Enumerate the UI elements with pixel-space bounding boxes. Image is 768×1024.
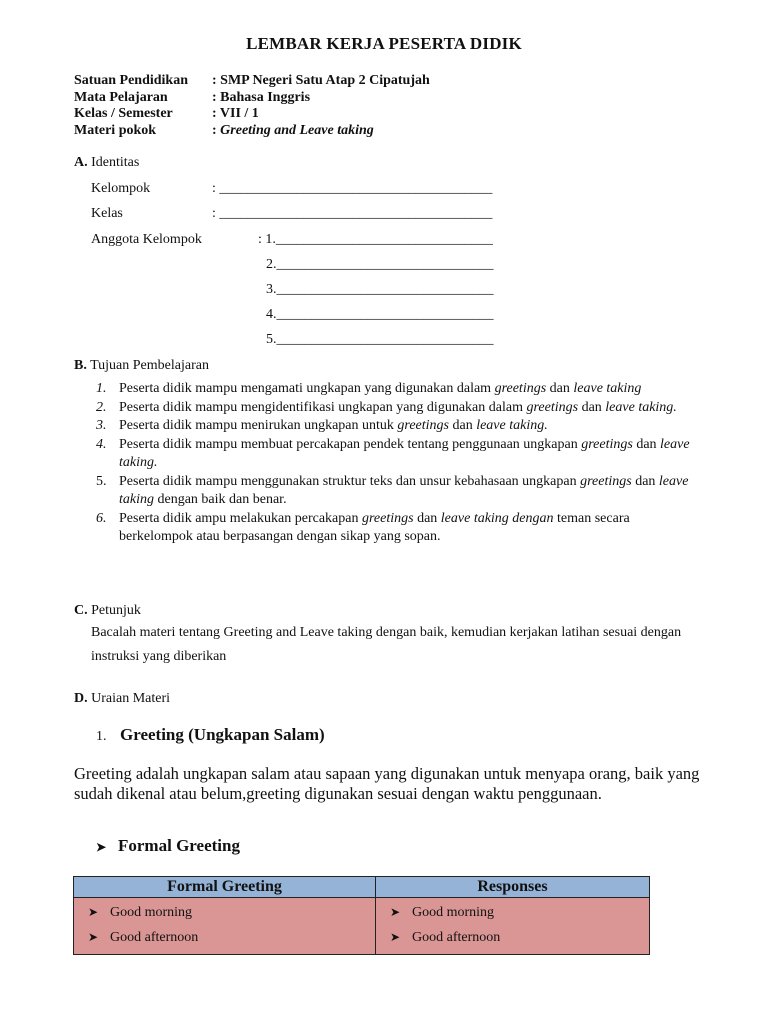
- section-letter: B.: [74, 358, 87, 373]
- arrow-bullet-icon: ➤: [390, 930, 401, 944]
- goal-text-segment: dan: [448, 418, 477, 433]
- subheading-number: 1.: [96, 729, 107, 744]
- info-label: Materi pokok: [74, 123, 157, 138]
- goal-text-segment: greetings: [397, 418, 449, 433]
- section-title: Petunjuk: [91, 603, 141, 618]
- info-row-satuan: [74, 72, 430, 89]
- formal-greeting-label: Formal Greeting: [118, 836, 240, 855]
- info-label: Satuan Pendidikan: [74, 73, 188, 88]
- goal-text-segment: dan: [632, 436, 661, 452]
- goal-number: 2.: [96, 399, 107, 415]
- anggota-field-2[interactable]: 2._______________________________: [266, 257, 494, 272]
- petunjuk-text: Bacalah materi tentang Greeting and Leave taking dengan baik, kemudian kerjakan latihan sesuai dengan instruksi yang diberikan: [91, 625, 682, 664]
- list-item-text: Good morning: [412, 905, 495, 920]
- anggota-field-1[interactable]: : 1._______________________________: [258, 232, 493, 247]
- list-item-text: Good morning: [110, 905, 193, 920]
- goal-item: [96, 380, 696, 399]
- info-value: : VII / 1: [212, 106, 259, 121]
- anggota-label: Anggota Kelompok: [91, 232, 202, 247]
- goal-text-segment: Peserta didik mampu menirukan ungkapan untuk: [119, 418, 398, 433]
- goal-item: [96, 473, 696, 510]
- goal-number: 4.: [96, 436, 107, 452]
- goal-text-segment: leave taking: [119, 473, 689, 507]
- anggota-field-4[interactable]: 4._______________________________: [266, 307, 494, 322]
- arrow-bullet-icon: ➤: [390, 905, 401, 919]
- kelas-label: Kelas: [91, 206, 123, 221]
- info-colon: :: [212, 123, 221, 138]
- section-title: Identitas: [91, 155, 140, 170]
- goal-number: 1.: [96, 381, 107, 396]
- goal-text-segment: leave taking dengan: [440, 510, 554, 526]
- goal-item: [96, 510, 696, 547]
- list-item-text: Good afternoon: [110, 930, 199, 945]
- goal-text-segment: Peserta didik mampu mengamati ungkapan yang digunakan dalam: [119, 381, 495, 396]
- arrow-bullet-icon: ➤: [88, 930, 99, 944]
- info-row-materi: [74, 122, 374, 139]
- formal-greeting-heading: [96, 836, 240, 856]
- goal-text-segment: Peserta didik mampu mengidentifikasi ungkapan yang digunakan dalam: [119, 399, 527, 415]
- page-title: LEMBAR KERJA PESERTA DIDIK: [246, 34, 522, 53]
- goal-item: [96, 436, 696, 473]
- table-cell-responses: [376, 898, 650, 955]
- arrow-bullet-icon: ➤: [96, 840, 107, 854]
- section-b-heading: [74, 358, 209, 374]
- goal-list: [96, 380, 696, 547]
- goal-text-segment: Peserta didik mampu menggunakan struktur teks dan unsur kebahasaan ungkapan: [119, 473, 581, 489]
- info-value: : Bahasa Inggris: [212, 90, 311, 105]
- list-item: [88, 900, 375, 925]
- goal-text-segment: greetings: [581, 436, 633, 452]
- goal-number: 5.: [96, 473, 107, 489]
- table-header-formal: Formal Greeting: [74, 877, 376, 898]
- table-header-responses: Responses: [376, 877, 650, 898]
- section-title: Tujuan Pembelajaran: [90, 358, 209, 373]
- goal-number: 3.: [96, 418, 107, 433]
- section-title: Uraian Materi: [91, 691, 171, 706]
- goal-item: [96, 399, 696, 418]
- info-row-kelas: [74, 105, 259, 122]
- section-c-heading: [74, 603, 141, 619]
- arrow-bullet-icon: ➤: [88, 905, 99, 919]
- goal-text-segment: leave taking.: [119, 436, 690, 470]
- goal-text-segment: greetings: [580, 473, 632, 489]
- goal-text-segment: leave taking.: [476, 418, 548, 433]
- info-label: Mata Pelajaran: [74, 90, 168, 105]
- subheading-text: Greeting (Ungkapan Salam): [120, 725, 325, 744]
- info-value: : SMP Negeri Satu Atap 2 Cipatujah: [212, 73, 430, 88]
- anggota-field-5[interactable]: 5._______________________________: [266, 332, 494, 347]
- list-item: [88, 925, 375, 950]
- goal-text-segment: leave taking: [573, 381, 642, 396]
- section-d-heading: [74, 691, 170, 707]
- anggota-field-3[interactable]: 3._______________________________: [266, 282, 494, 297]
- table-row: [74, 898, 650, 955]
- list-item: [390, 900, 649, 925]
- kelompok-label: Kelompok: [91, 181, 151, 196]
- goal-text-segment: dengan baik dan benar.: [154, 492, 287, 507]
- section-letter: D.: [74, 691, 88, 706]
- info-row-mapel: [74, 89, 310, 106]
- greeting-paragraph: Greeting adalah ungkapan salam atau sapaan yang digunakan untuk menyapa orang, baik yang sudah dikenal atau belum,greeting digunakan sesuai dengan waktu penggunaan.: [74, 764, 700, 803]
- goal-text-segment: greetings: [526, 399, 579, 415]
- goal-text-segment: teman secara berkelompok atau berpasangan dengan sikap yang sopan.: [119, 510, 630, 544]
- goal-text-segment: Peserta didik mampu membuat percakapan pendek tentang penggunaan ungkapan: [119, 436, 582, 452]
- goal-text-segment: dan: [546, 381, 574, 396]
- goal-text-segment: dan: [413, 510, 441, 526]
- info-value: Greeting and Leave taking: [220, 123, 374, 138]
- table-cell-formal: [74, 898, 376, 955]
- kelas-field[interactable]: : _______________________________________: [212, 206, 493, 221]
- list-item-text: Good afternoon: [412, 930, 501, 945]
- subheading-greeting: [96, 725, 325, 745]
- kelompok-field[interactable]: : _______________________________________: [212, 181, 493, 196]
- section-letter: C.: [74, 603, 88, 618]
- table-header-row: [74, 877, 650, 898]
- goal-item: [96, 417, 696, 436]
- goal-number: 6.: [96, 510, 107, 526]
- greeting-table: [73, 876, 650, 955]
- goal-text-segment: greetings: [494, 381, 547, 396]
- list-item: [390, 925, 649, 950]
- goal-text-segment: Peserta didik ampu melakukan percakapan: [119, 510, 362, 526]
- section-a-heading: [74, 155, 139, 171]
- section-letter: A.: [74, 155, 88, 170]
- goal-text-segment: greetings: [361, 510, 414, 526]
- goal-text-segment: leave taking.: [605, 399, 677, 415]
- info-label: Kelas / Semester: [74, 106, 173, 121]
- goal-text-segment: dan: [578, 399, 606, 415]
- goal-text-segment: dan: [631, 473, 659, 489]
